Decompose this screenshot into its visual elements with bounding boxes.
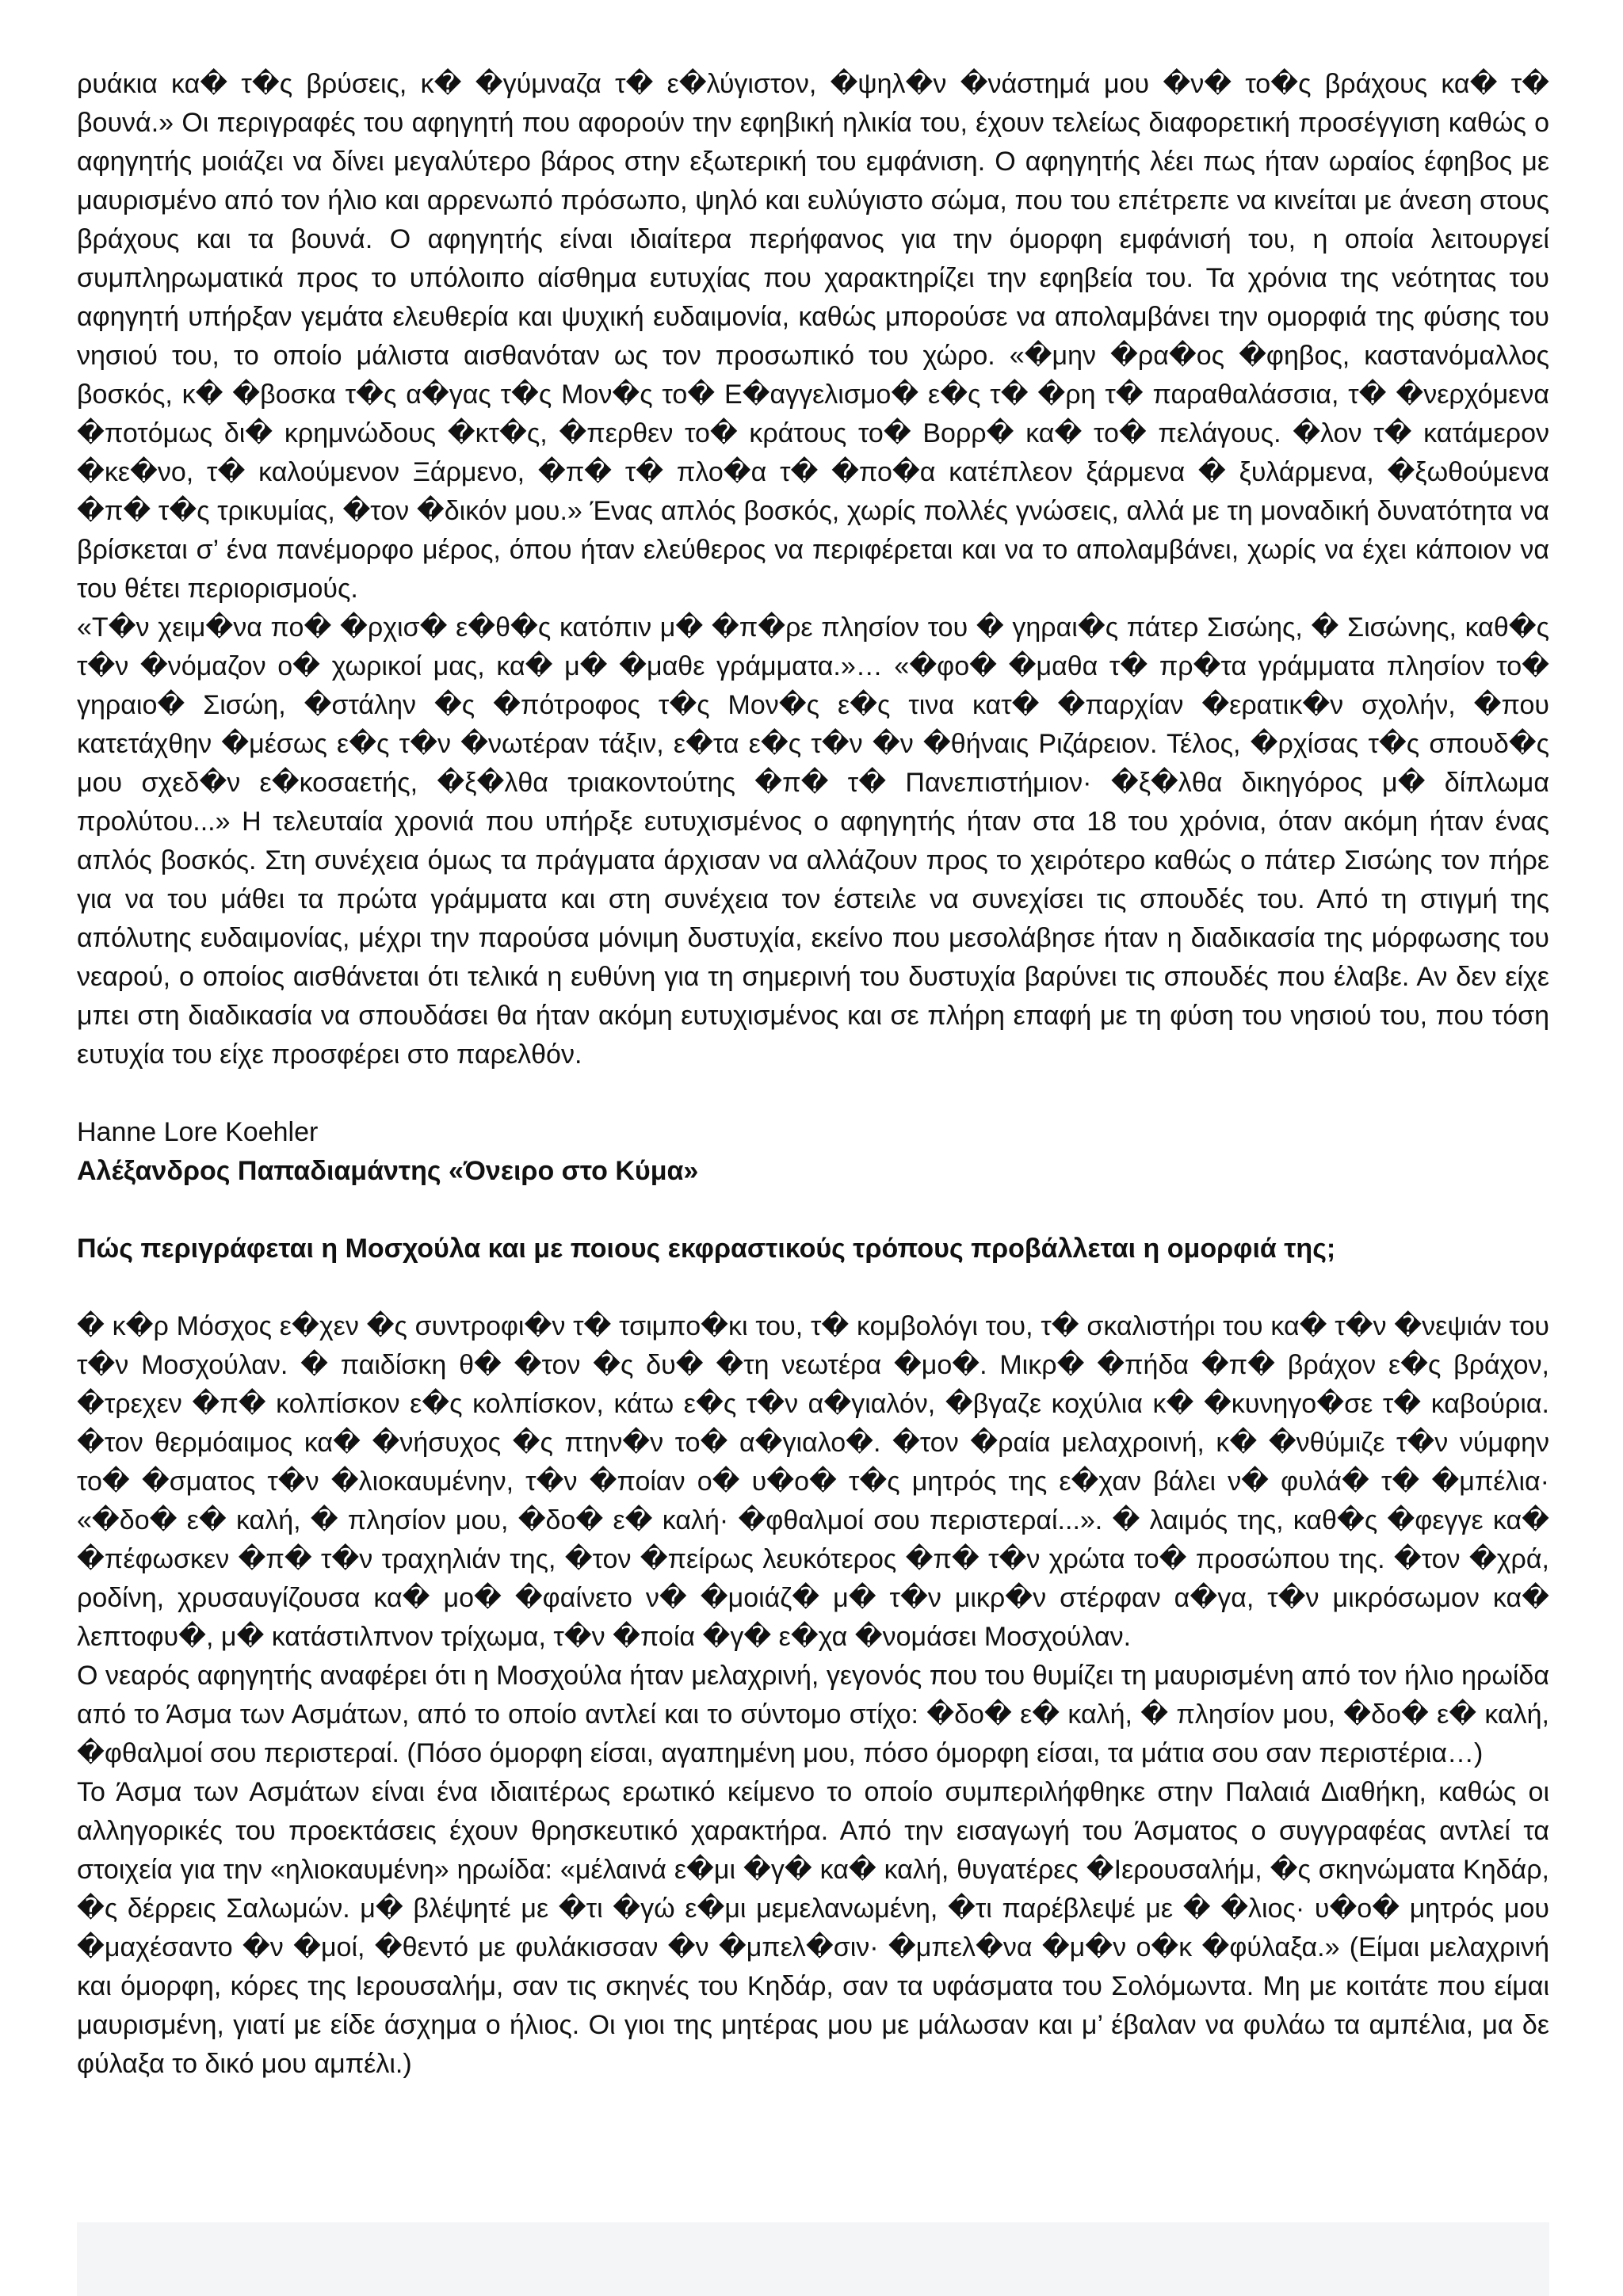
- quoted-excerpt: � κ�ρ Μόσχος ε�χεν �ς συντροφι�ν τ� τσιμπο�κι του, τ� κομβολόγι του, τ� σκαλιστήρι του κα� τ�ν �νεψιάν του τ�ν Μοσχούλαν. � παιδίσκη θ� �τον �ς δυ� �τη νεωτέρα �μο�. Μικρ� �πήδα �π� βράχον ε�ς βράχον, �τρεχεν �π� κολπίσκον ε�ς κολπίσκον, κάτω ε�ς τ�ν α�γιαλόν, �βγαζε κοχύλια κ� �κυνηγο�σε τ� καβούρια. �τον θερμόαιμος κα� �νήσυχος �ς πτην�ν το� α�γιαλο�. �τον �ραία μελαχροινή, κ� �νθύμιζε τ�ν νύμφην το� �σματος τ�ν �λιοκαυμένην, τ�ν �ποίαν ο� υ�ο� τ�ς μητρός της ε�χαν βάλει ν� φυλά� τ� �μπέλια· «�δο� ε� καλή, � πλησίον μου, �δο� ε� καλή· �φθαλμοί σου περιστεραί...». � λαιμός της, καθ�ς �φεγγε κα� �πέφωσκεν �π� τ�ν τραχηλιάν της, �τον �πείρως λευκότερος �π� τ�ν χρώτα το� προσώπου της. �τον �χρά, ροδίνη, χρυσαυγίζουσα κα� μο� �φαίνετο ν� �μοιάζ� μ� τ�ν μικρ�ν στέρφαν α�γα, τ�ν μικρόσωμον κα� λεπτοφυ�, μ� κατάστιλπνον τρίχωμα, τ�ν �ποία �γ� ε�χα �νομάσει Μοσχούλαν.: [77, 1311, 1550, 1652]
- question-heading: Πώς περιγράφεται η Μοσχούλα και με ποιους εκφραστικούς τρόπους προβάλλεται η ομορφιά της;: [77, 1234, 1336, 1264]
- document-page: [77, 65, 1549, 2084]
- page-footer-band: [77, 2222, 1549, 2296]
- analysis-paragraph: «Τ�ν χειμ�να πο� �ρχισ� ε�θ�ς κατόπιν μ� �π�ρε πλησίον του � γηραι�ς πάτερ Σισώης, � Σισώνης, καθ�ς τ�ν �νόμαζον ο� χωρικοί μας, κα� μ� �μαθε γράμματα.»… «�φο� �μαθα τ� πρ�τα γράμματα πλησίον το� γηραιο� Σισώη, �στάλην �ς �πότροφος τ�ς Μον�ς ε�ς τινα κατ� �παρχίαν �ερατικ�ν σχολήν, �που κατετάχθην �μέσως ε�ς τ�ν �νωτέραν τάξιν, ε�τα ε�ς τ�ν �ν �θήναις Ριζάρειον. Τέλος, �ρχίσας τ�ς σπουδ�ς μου σχεδ�ν ε�κοσαετής, �ξ�λθα τριακοντούτης �π� τ� Πανεπιστήμιον· �ξ�λθα δικηγόρος μ� δίπλωμα προλύτου...» Η τελευταία χρονιά που υπήρξε ευτυχισμένος ο αφηγητής ήταν στα 18 του χρόνια, όταν ακόμη ήταν ένας απλός βοσκός. Στη συνέχεια όμως τα πράγματα άρχισαν να αλλάζουν προς το χειρότερο καθώς ο πάτερ Σισώης τον πήρε για να του μάθει τα πρώτα γράμματα και στη συνέχεια τον έστειλε να συνεχίσει τις σπουδές του. Από τη στιγμή της απόλυτης ευδαιμονίας, μέχρι την παρούσα μόνιμη δυστυχία, εκείνο που μεσολάβησε ήταν η διαδικασία της μόρφωσης του νεαρού, ο οποίος αισθάνεται ότι τελικά η ευθύνη για τη σημερινή του δυστυχία βαρύνει τις σπουδές που έλαβε. Αν δεν είχε μπει στη διαδικασία να σπουδάσει θα ήταν ακόμη ευτυχισμένος και σε πλήρη επαφή με τη φύση του νησιού του, που τόση ευτυχία του είχε προσφέρει στο παρελθόν.: [77, 612, 1549, 1070]
- analysis-paragraph: Το Άσμα των Ασμάτων είναι ένα ιδιαιτέρως ερωτικό κείμενο το οποίο συμπεριλήφθηκε στην Παλαιά Διαθήκη, καθώς οι αλληγορικές του προεκτάσεις έχουν θρησκευτικό χαρακτήρα. Από την εισαγωγή του Άσματος ο συγγραφέας αντλεί τα στοιχεία για την «ηλιοκαυμένη» ηρωίδα: «μέλαινά ε�μι �γ� κα� καλή, θυγατέρες �Ιερουσαλήμ, �ς σκηνώματα Κηδάρ, �ς δέρρεις Σαλωμών. μ� βλέψητέ με �τι �γώ ε�μι μεμελανωμένη, �τι παρέβλεψέ με � �λιος· υ�ο� μητρός μου �μαχέσαντο �ν �μοί, �θεντό με φυλάκισσαν �ν �μπελ�σιν· �μπελ�να �μ�ν ο�κ �φύλαξα.» (Είμαι μελαχρινή και όμορφη, κόρες της Ιερουσαλήμ, σαν τις σκηνές του Κηδάρ, σαν τα υφάσματα του Σολόμωντα. Μη με κοιτάτε που είμαι μαυρισμένη, γιατί με είδε άσχημα ο ήλιος. Οι γιοι της μητέρας μου με μάλωσαν και μ’ έβαλαν να φυλάω τα αμπέλια, μα δε φύλαξα το δικό μου αμπέλι.): [77, 1777, 1549, 2079]
- author-name: Hanne Lore Koehler: [77, 1117, 319, 1147]
- analysis-paragraph: Ο νεαρός αφηγητής αναφέρει ότι η Μοσχούλα ήταν μελαχρινή, γεγονός που του θυμίζει τη μαυρισμένη από τον ήλιο ηρωίδα από το Άσμα των Ασμάτων, από το οποίο αντλεί και το σύντομο στίχο: �δο� ε� καλή, � πλησίον μου, �δο� ε� καλή, �φθαλμοί σου περιστεραί. (Πόσο όμορφη είσαι, αγαπημένη μου, πόσο όμορφη είσαι, τα μάτια σου σαν περιστέρια…): [77, 1661, 1549, 1768]
- analysis-paragraph: ρυάκια κα� τ�ς βρύσεις, κ� �γύμναζα τ� ε�λύγιστον, �ψηλ�ν �νάστημά μου �ν� το�ς βράχους κα� τ� βουνά.» Οι περιγραφές του αφηγητή που αφορούν την εφηβική ηλικία του, έχουν τελείως διαφορετική προσέγγιση καθώς ο αφηγητής μοιάζει να δίνει μεγαλύτερο βάρος στην εξωτερική του εμφάνιση. Ο αφηγητής λέει πως ήταν ωραίος έφηβος με μαυρισμένο από τον ήλιο και αρρενωπό πρόσωπο, ψηλό και ευλύγιστο σώμα, που του επέτρεπε να κινείται με άνεση στους βράχους και τα βουνά. Ο αφηγητής είναι ιδιαίτερα περήφανος για την όμορφη εμφάνισή του, η οποία λειτουργεί συμπληρωματικά προς το υπόλοιπο αίσθημα ευτυχίας που χαρακτηρίζει την εφηβεία του. Τα χρόνια της νεότητας του αφηγητή υπήρξαν γεμάτα ελευθερία και ψυχική ευδαιμονία, καθώς μπορούσε να απολαμβάνει την ομορφιά της φύσης του νησιού του, το οποίο μάλιστα αισθανόταν ως τον προσωπικό του χώρο. «�μην �ρα�ος �φηβος, καστανόμαλλος βοσκός, κ� �βοσκα τ�ς α�γας τ�ς Μον�ς το� Ε�αγγελισμο� ε�ς τ� �ρη τ� παραθαλάσσια, τ� �νερχόμενα �ποτόμως δι� κρημνώδους �κτ�ς, �περθεν το� κράτους το� Βορρ� κα� το� πελάγους. �λον τ� κατάμερον �κε�νο, τ� καλούμενον Ξάρμενο, �π� τ� πλο�α τ� �πο�α κατέπλεον ξάρμενα � ξυλάρμενα, �ξωθούμενα �π� τ�ς τρικυμίας, �τον �δικόν μου.» Ένας απλός βοσκός, χωρίς πολλές γνώσεις, αλλά με τη μοναδική δυνατότητα να βρίσκεται σ’ ένα πανέμορφο μέρος, όπου ήταν ελεύθερος να περιφέρεται και να το απολαμβάνει, χωρίς να έχει κάποιον να του θέτει περιορισμούς.: [77, 69, 1549, 604]
- work-title: Αλέξανδρος Παπαδιαμάντης «Όνειρο στο Κύμα»: [77, 1156, 699, 1186]
